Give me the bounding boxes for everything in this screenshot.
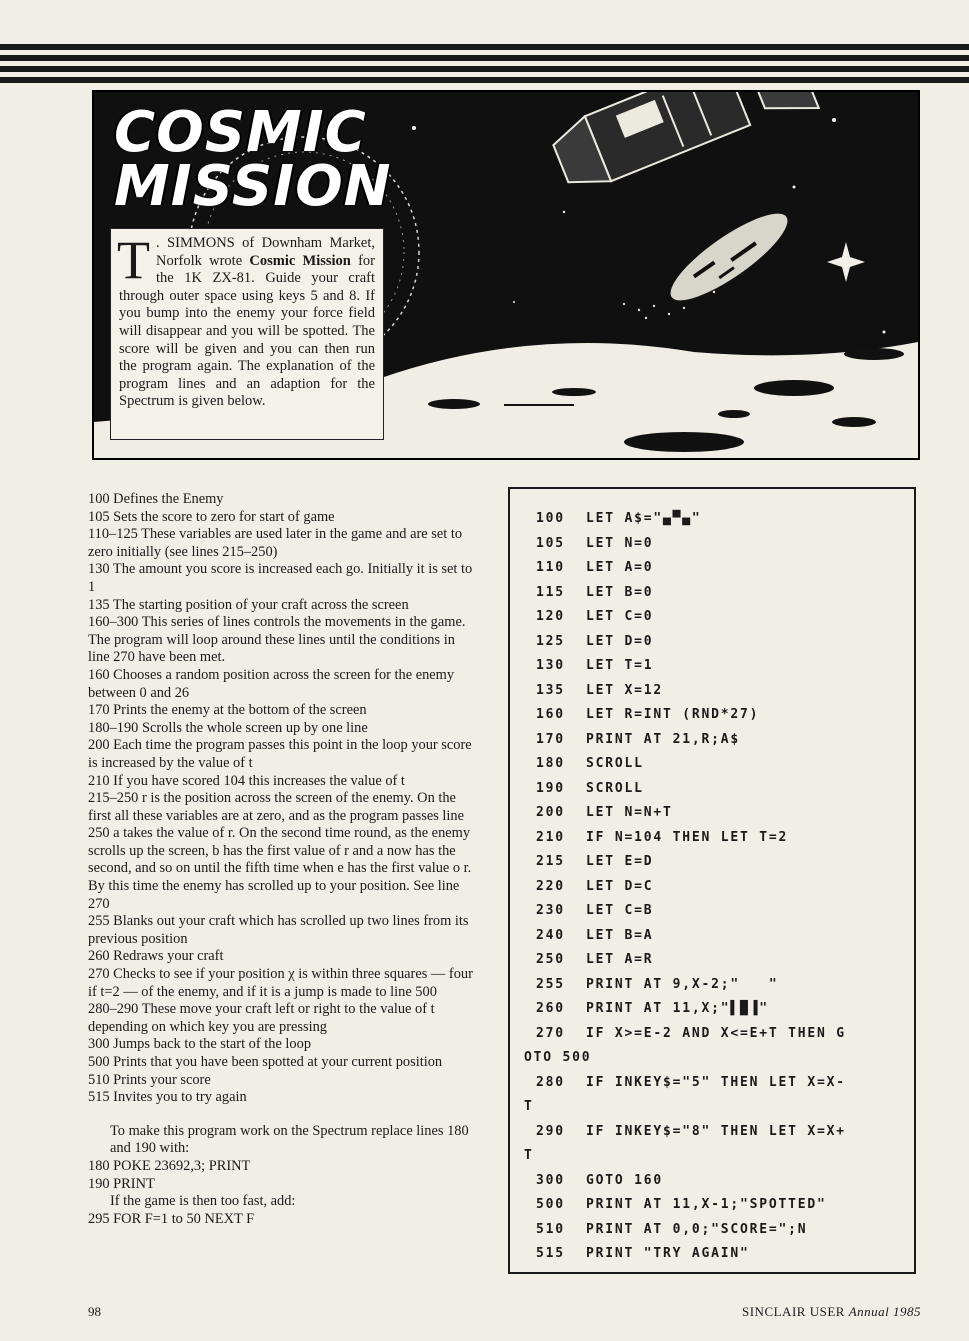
program-notes xyxy=(88,491,478,1228)
code-text: LET C=B xyxy=(586,903,654,918)
code-text: IF INKEY$="8" THEN LET X=X+ xyxy=(586,1123,846,1139)
code-text: LET N=0 xyxy=(586,535,654,551)
line-number: 240 xyxy=(536,927,565,943)
intro-text-after: for the 1K ZX-81. Guide your craft through outer space using keys 5 and 8. If you bump into the enemy your force field will disappear and you will be spotted. The score will be given and you can then run the program again. The explanation of the program lines and an adaption for the Spectrum is given below. xyxy=(119,252,375,410)
code-line xyxy=(524,581,906,606)
line-number: 210 xyxy=(536,829,565,845)
code-line xyxy=(524,1071,906,1096)
code-line xyxy=(524,703,906,728)
code-text: PRINT AT 9,X-2;" " xyxy=(586,976,779,992)
line-number: 270 xyxy=(536,1025,565,1041)
line-number: 200 xyxy=(536,805,565,820)
code-text: GOTO 160 xyxy=(586,1172,664,1188)
code-text: LET X=12 xyxy=(586,682,664,698)
code-line xyxy=(524,973,906,998)
line-number: 255 xyxy=(536,976,565,992)
code-line xyxy=(524,850,906,875)
code-line xyxy=(524,752,906,777)
note-item: 100 Defines the Enemy xyxy=(88,491,224,507)
note-item: 180–190 Scrolls the whole screen up by one line xyxy=(88,719,368,736)
note-item: 110–125 These variables are used later in the game and are set to zero initially (see lines 215–250) xyxy=(88,526,463,560)
code-text: LET B=0 xyxy=(586,584,654,600)
line-number: 100 xyxy=(536,511,565,526)
intro-program-name: Cosmic Mission xyxy=(249,252,351,269)
line-number: 105 xyxy=(536,535,565,551)
spectrum-line: 190 PRINT xyxy=(88,1175,155,1192)
code-line xyxy=(524,1242,906,1267)
code-text: OTO 500 xyxy=(524,1050,592,1065)
note-item: 500 Prints that you have been spotted at your current position xyxy=(88,1054,443,1070)
line-number: 135 xyxy=(536,682,565,698)
line-number: 500 xyxy=(536,1197,565,1212)
line-number: 220 xyxy=(536,878,565,894)
code-line xyxy=(524,507,906,532)
code-text: SCROLL xyxy=(586,780,644,796)
publication-issue: Annual 1985 xyxy=(848,1304,921,1319)
line-number: 280 xyxy=(536,1074,565,1090)
line-number: 125 xyxy=(536,633,565,649)
line-number: 190 xyxy=(536,780,565,796)
code-line xyxy=(524,654,906,679)
code-line xyxy=(524,777,906,802)
code-text: LET E=D xyxy=(586,854,654,869)
note-item: 160–300 This series of lines controls the movements in the game. The program will loop around these lines until the conditions in line 270 have been met. xyxy=(88,614,466,666)
code-line xyxy=(524,728,906,753)
note-item: 130 The amount you score is increased each go. Initially it is set to 1 xyxy=(88,561,473,595)
code-line xyxy=(524,1095,906,1120)
line-number: 230 xyxy=(536,903,565,918)
line-number: 180 xyxy=(536,756,565,771)
code-text: PRINT AT 0,0;"SCORE=";N xyxy=(586,1221,808,1237)
line-number: 120 xyxy=(536,609,565,624)
note-item: 300 Jumps back to the start of the loop xyxy=(88,1036,312,1053)
code-text: PRINT AT 21,R;A$ xyxy=(586,731,741,747)
code-text: SCROLL xyxy=(586,756,644,771)
code-text: LET D=0 xyxy=(586,633,654,649)
code-line xyxy=(524,532,906,557)
note-item: 255 Blanks out your craft which has scrolled up two lines from its previous position xyxy=(88,913,469,947)
note-item: 515 Invites you to try again xyxy=(88,1089,247,1106)
code-text: PRINT "TRY AGAIN" xyxy=(586,1246,750,1261)
publication-footer xyxy=(742,1304,921,1320)
code-line xyxy=(524,1193,906,1218)
title-line-2: MISSION xyxy=(114,154,392,219)
line-number: 170 xyxy=(536,731,565,747)
code-line xyxy=(524,1169,906,1194)
note-item: 200 Each time the program passes this point in the loop your score is increased by the value of t xyxy=(88,737,472,771)
code-line xyxy=(524,630,906,655)
code-line xyxy=(524,1218,906,1243)
code-line xyxy=(524,826,906,851)
code-text: IF N=104 THEN LET T=2 xyxy=(586,829,789,845)
note-item: 510 Prints your score xyxy=(88,1071,211,1088)
code-line xyxy=(524,1120,906,1145)
line-number: 515 xyxy=(536,1246,565,1261)
spectrum-line: 295 FOR F=1 to 50 NEXT F xyxy=(88,1210,255,1227)
code-text: LET A=R xyxy=(586,952,654,967)
code-line xyxy=(524,875,906,900)
code-text: IF X>=E-2 AND X<=E+T THEN G xyxy=(586,1025,846,1041)
note-item: 215–250 r is the position across the screen of the enemy. On the first all these variables are at zero, and as the program passes line 250 a takes the value of r. On the second time round, as the enemy scrolls up the screen, b has the first value of r and a now has the second, and so on until the fifth time when e has the first value o r. By this time the enemy has scrolled up to your position. See line 270 xyxy=(88,790,472,912)
line-number: 115 xyxy=(536,584,565,600)
drop-cap: T xyxy=(117,230,150,290)
line-number: 250 xyxy=(536,952,565,967)
line-number: 215 xyxy=(536,854,565,869)
intro-text-box xyxy=(110,228,384,440)
line-number: 110 xyxy=(536,560,565,575)
spectrum-note: If the game is then too fast, add: xyxy=(110,1193,296,1210)
code-text: LET B=A xyxy=(586,927,654,943)
code-text: PRINT AT 11,X-1;"SPOTTED" xyxy=(586,1197,827,1212)
line-number: 160 xyxy=(536,707,565,722)
line-number: 510 xyxy=(536,1221,565,1237)
code-text: T xyxy=(524,1148,534,1163)
note-item: 160 Chooses a random position across the screen for the enemy between 0 and 26 xyxy=(88,666,455,701)
program-listing xyxy=(508,487,916,1274)
note-item: 270 Checks to see if your position χ is within three squares — four if t=2 — of the enemy, and if it is a jump is made to line 500 xyxy=(88,966,473,1000)
code-line xyxy=(524,1046,906,1071)
note-item: 170 Prints the enemy at the bottom of the screen xyxy=(88,702,367,719)
code-text: LET N=N+T xyxy=(586,805,673,820)
publication-name: SINCLAIR USER xyxy=(742,1304,845,1319)
note-item: 260 Redraws your craft xyxy=(88,948,224,965)
code-text: LET A=0 xyxy=(586,560,654,575)
code-text: PRINT AT 11,X;"▌█▐" xyxy=(586,1001,769,1016)
code-line xyxy=(524,679,906,704)
line-number: 260 xyxy=(536,1001,565,1016)
code-line xyxy=(524,997,906,1022)
code-line xyxy=(524,801,906,826)
title-line-1: COSMIC xyxy=(114,100,367,165)
code-line xyxy=(524,899,906,924)
spectrum-line: 180 POKE 23692,3; PRINT xyxy=(88,1157,251,1174)
code-line xyxy=(524,948,906,973)
line-number: 300 xyxy=(536,1172,565,1188)
code-text: LET T=1 xyxy=(586,658,654,673)
page-title xyxy=(114,100,392,219)
code-line xyxy=(524,1144,906,1169)
note-item: 105 Sets the score to zero for start of game xyxy=(88,508,335,525)
page-number: 98 xyxy=(88,1304,101,1319)
code-text: LET A$="▄▀▄" xyxy=(586,511,702,526)
code-line xyxy=(524,1022,906,1047)
code-line xyxy=(524,556,906,581)
line-number: 290 xyxy=(536,1123,565,1139)
code-text: LET C=0 xyxy=(586,609,654,624)
note-item: 280–290 These move your craft left or right to the value of t depending on which key you are pressing xyxy=(88,1001,435,1035)
line-number: 130 xyxy=(536,658,565,673)
code-text: IF INKEY$="5" THEN LET X=X- xyxy=(586,1074,846,1090)
intro-text-before: . SIMMONS of Downham Market, Norfolk wrote xyxy=(156,235,375,269)
note-item: 210 If you have scored 104 this increases the value of t xyxy=(88,772,405,789)
code-text: LET R=INT (RND*27) xyxy=(586,707,760,722)
spectrum-intro: To make this program work on the Spectrum replace lines 180 and 190 with: xyxy=(110,1122,469,1157)
code-line xyxy=(524,924,906,949)
code-text: T xyxy=(524,1099,534,1114)
code-line xyxy=(524,605,906,630)
note-item: 135 The starting position of your craft across the screen xyxy=(88,596,409,613)
code-text: LET D=C xyxy=(586,878,654,894)
